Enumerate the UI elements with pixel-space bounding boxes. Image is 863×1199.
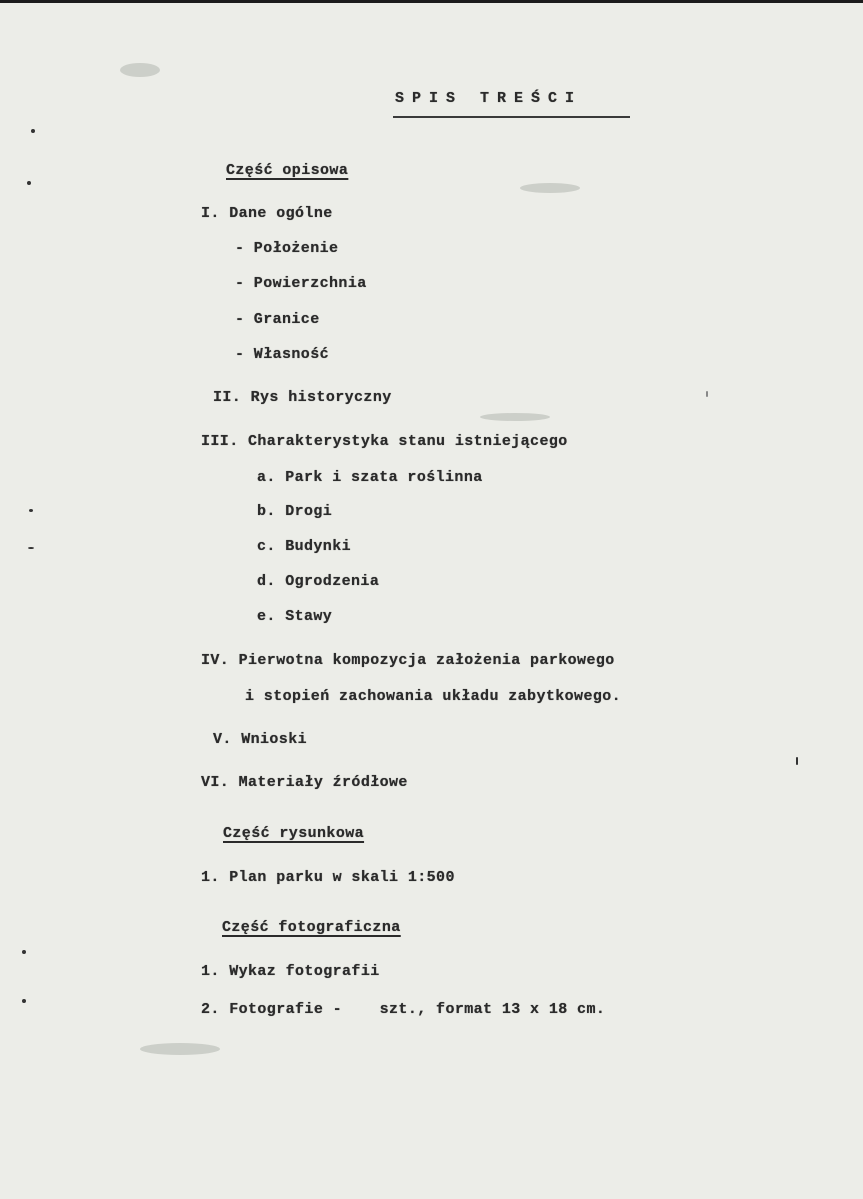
chapter-5-label: V. Wnioski xyxy=(213,731,308,748)
margin-mark xyxy=(22,999,26,1003)
page-title: SPIS TREŚCI xyxy=(395,90,583,107)
margin-mark xyxy=(706,391,708,397)
margin-mark xyxy=(796,757,798,765)
chapter-3-item: e. Stawy xyxy=(257,608,333,625)
chapter-3-item: a. Park i szata roślinna xyxy=(257,469,483,486)
chapter-1-item: - Granice xyxy=(235,311,320,328)
section-heading-photographic: Część fotograficzna xyxy=(222,919,401,936)
drawing-item: 1. Plan parku w skali 1:500 xyxy=(201,869,455,886)
chapter-3-item: d. Ogrodzenia xyxy=(257,573,380,590)
paper-speck xyxy=(520,183,580,193)
margin-mark xyxy=(28,547,34,549)
margin-mark xyxy=(29,509,33,512)
paper-speck xyxy=(480,413,550,421)
chapter-2-label: II. Rys historyczny xyxy=(213,389,392,406)
paper-speck xyxy=(120,63,160,77)
chapter-1-item: - Powierzchnia xyxy=(235,275,367,292)
chapter-3-item: b. Drogi xyxy=(257,503,333,520)
photo-item: 2. Fotografie - szt., format 13 x 18 cm. xyxy=(201,1001,606,1018)
chapter-4-line-1: IV. Pierwotna kompozycja założenia parkowego xyxy=(201,652,615,669)
paper-speck xyxy=(140,1043,220,1055)
title-underline xyxy=(393,116,630,118)
photo-item: 1. Wykaz fotografii xyxy=(201,963,380,980)
chapter-1-item: - Położenie xyxy=(235,240,339,257)
section-heading-descriptive: Część opisowa xyxy=(226,162,349,179)
margin-mark xyxy=(31,129,35,133)
margin-mark xyxy=(27,181,31,185)
chapter-1-item: - Własność xyxy=(235,346,330,363)
chapter-4-line-2: i stopień zachowania układu zabytkowego. xyxy=(245,688,622,705)
chapter-3-label: III. Charakterystyka stanu istniejącego xyxy=(201,433,568,450)
chapter-6-label: VI. Materiały źródłowe xyxy=(201,774,408,791)
chapter-3-item: c. Budynki xyxy=(257,538,352,555)
chapter-1-label: I. Dane ogólne xyxy=(201,205,333,222)
margin-mark xyxy=(22,950,26,954)
section-heading-drawing: Część rysunkowa xyxy=(223,825,365,842)
